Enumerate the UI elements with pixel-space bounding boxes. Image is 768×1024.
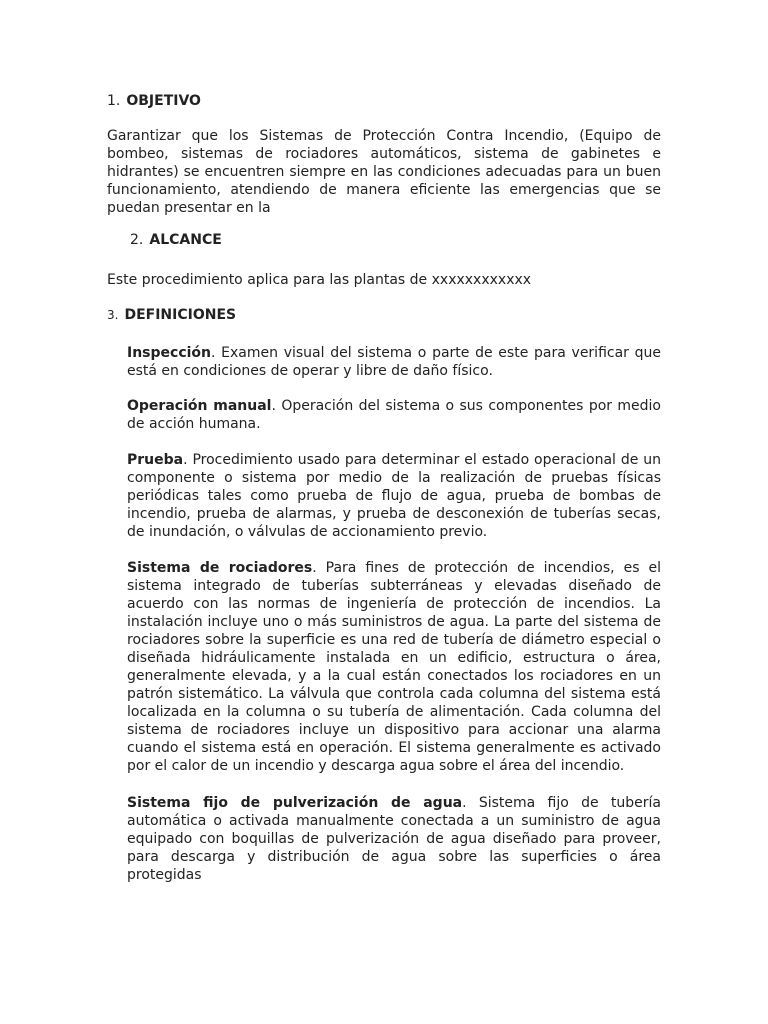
section-title: DEFINICIONES xyxy=(124,307,237,323)
definition-prueba xyxy=(127,451,661,541)
definition-text: . Sistema fijo de tubería automática o activada manualmente conectada a un suministro de agua equipado con boquillas de pulverización de agua diseñado para proveer, para descarga y distribución de agua sobre las superficies o área protegidas xyxy=(127,795,661,883)
section-heading-definiciones xyxy=(107,306,236,324)
definition-sistema-fijo-pulverizacion xyxy=(127,794,661,884)
section-number: 2. xyxy=(130,232,144,248)
section-heading-objetivo xyxy=(107,92,201,110)
section-heading-alcance xyxy=(130,231,222,249)
definition-term: Operación manual xyxy=(127,398,272,414)
definition-text: . Operación del sistema o sus componentes por medio de acción humana. xyxy=(127,398,661,432)
definition-inspeccion xyxy=(127,344,661,380)
section-title: ALCANCE xyxy=(149,232,222,248)
definition-term: Prueba xyxy=(127,452,184,468)
definition-text: . Procedimiento usado para determinar el estado operacional de un componente o sistema por medio de la realización de pruebas físicas periódicas tales como prueba de flujo de agua, prueba de bombas de incendio, prueba de alarmas, y prueba de desconexión de tuberías secas, de inundación, o válvulas de accionamiento previo. xyxy=(127,452,661,540)
definition-operacion-manual xyxy=(127,397,661,433)
definition-text: . Para fines de protección de incendios, es el sistema integrado de tuberías subterráneas y elevadas diseñado de acuerdo con las normas de ingeniería de protección de incendios. La instalación incluye uno o más suministros de agua. La parte del sistema de rociadores sobre la superficie es una red de tubería de diámetro especial o diseñada hidráulicamente instalada en un edificio, estructura o área, generalmente elevada, y a la cual están conectados los rociadores en un patrón sistemático. La válvula que controla cada columna del sistema está localizada en la columna o su tubería de alimentación. Cada columna del sistema de rociadores incluye un dispositivo para accionar una alarma cuando el sistema está en operación. El sistema generalmente es activado por el calor de un incendio y descarga agua sobre el área del incendio. xyxy=(127,560,661,774)
section-number: 3. xyxy=(107,308,119,322)
definition-term: Sistema de rociadores xyxy=(127,560,313,576)
section-number: 1. xyxy=(107,93,121,109)
definition-term: Sistema fijo de pulverización de agua xyxy=(127,795,463,811)
objetivo-paragraph: Garantizar que los Sistemas de Protección Contra Incendio, (Equipo de bombeo, sistemas de rociadores automáticos, sistema de gabinetes e hidrantes) se encuentren siempre en las condiciones adecuadas para un buen funcionamiento, atendiendo de manera eficiente las emergencias que se puedan presentar en la xyxy=(107,128,661,216)
definition-term: Inspección xyxy=(127,345,212,361)
definition-sistema-de-rociadores xyxy=(127,559,661,775)
alcance-paragraph: Este procedimiento aplica para las plantas de xxxxxxxxxxxx xyxy=(107,272,532,288)
section-title: OBJETIVO xyxy=(126,93,201,109)
definition-text: . Examen visual del sistema o parte de este para verificar que está en condiciones de operar y libre de daño físico. xyxy=(127,345,661,379)
